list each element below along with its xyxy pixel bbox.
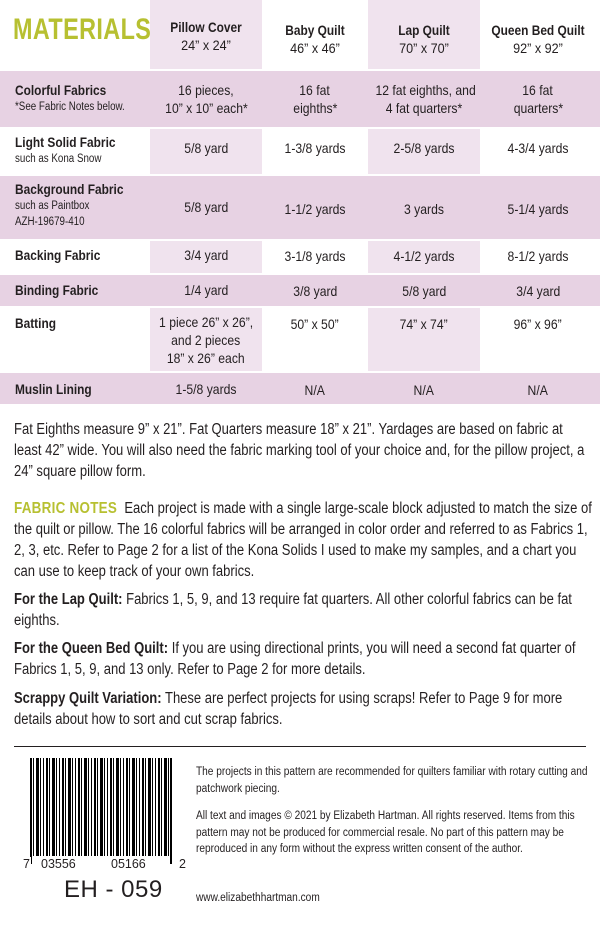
row-separator	[0, 127, 600, 129]
column-size: 70” x 70”	[399, 40, 449, 56]
cell-line: 8-1/2 yards	[507, 248, 569, 264]
row-label-batting	[15, 315, 63, 332]
cell-line: 1/4 yard	[183, 282, 229, 298]
cell-backing-baby	[262, 247, 368, 265]
queen-quilt-text: If you are using directional prints, you will need a second fat quarter of Fabrics 1, 5, 9, and 13 only. Refer to Page 2 for more details.	[14, 640, 576, 678]
column-header-pillow	[150, 18, 262, 54]
barcode-digit-lead: 7	[23, 857, 30, 871]
cell-binding-queen	[476, 282, 600, 300]
cell-muslin-lap	[368, 381, 480, 399]
cell-line: 16 pieces,	[178, 82, 234, 98]
row-label-colorful-fabrics	[15, 82, 144, 115]
cell-binding-lap	[368, 282, 480, 300]
row-separator	[0, 174, 600, 176]
cell-line: 5-1/4 yards	[507, 201, 569, 217]
row-separator	[0, 306, 600, 308]
cell-light-baby	[262, 139, 368, 157]
cell-line: 3/4 yard	[183, 247, 229, 263]
intro-paragraph	[14, 419, 592, 482]
row-sublabel: such as Paintbox	[15, 200, 90, 212]
cell-line: 3/4 yard	[515, 283, 561, 299]
scrappy-text: These are perfect projects for using scraps! Refer to Page 9 for more details about how to sort and cut scrap fabrics.	[14, 690, 563, 728]
row-separator	[0, 69, 600, 71]
row-label-light-solid	[15, 134, 133, 167]
column-header-lap	[368, 21, 480, 57]
column-size: 92” x 92”	[513, 40, 563, 56]
lap-quilt-paragraph	[14, 589, 592, 631]
barcode-digit-left: 03556	[41, 857, 76, 871]
cell-colorful-pillow	[150, 81, 262, 117]
cell-line: 12 fat eighths, and	[375, 82, 476, 98]
lap-quilt-body	[14, 589, 594, 631]
cell-line: 16 fat	[299, 82, 331, 98]
cell-backing-lap	[368, 247, 480, 265]
row-sublabel: such as Kona Snow	[15, 153, 102, 165]
cell-line: N/A	[304, 382, 326, 398]
cell-line: 16 fat	[522, 82, 554, 98]
cell-batting-lap	[368, 315, 480, 333]
cell-background-pillow	[150, 198, 262, 216]
cell-line: 5/8 yard	[183, 199, 229, 215]
recommendation-line: The projects in this pattern are recommended for quilters familiar with rotary cutting and patchwork piecing.	[196, 766, 588, 795]
cell-line: 5/8 yard	[401, 283, 447, 299]
cell-muslin-baby	[262, 381, 368, 399]
scrappy-body	[14, 688, 594, 730]
row-label: Light Solid Fabric	[15, 134, 116, 150]
column-size: 46” x 46”	[290, 40, 340, 56]
cell-muslin-queen	[476, 381, 600, 399]
cell-line: 50” x 50”	[290, 316, 340, 332]
website-link[interactable]	[196, 892, 337, 904]
scrappy-paragraph	[14, 688, 592, 730]
cell-line: 74” x 74”	[399, 316, 449, 332]
column-header-baby	[262, 21, 368, 57]
barcode-digit-right: 05166	[111, 857, 146, 871]
cell-binding-baby	[262, 282, 368, 300]
queen-quilt-paragraph	[14, 638, 592, 680]
cell-line: 1-5/8 yards	[175, 381, 237, 397]
cell-light-pillow	[150, 139, 262, 157]
row-label: Batting	[15, 315, 56, 331]
cell-line: 4 fat quarters*	[385, 100, 463, 116]
row-label: Binding Fabric	[15, 282, 99, 298]
cell-batting-queen	[476, 315, 600, 333]
cell-line: 3 yards	[404, 201, 444, 217]
barcode-bars	[30, 758, 172, 856]
product-code: EH - 059	[64, 876, 163, 903]
row-label-binding	[15, 282, 113, 299]
cell-backing-queen	[476, 247, 600, 265]
row-label: Backing Fabric	[15, 247, 101, 263]
cell-binding-pillow	[150, 281, 262, 299]
row-label-backing	[15, 247, 115, 264]
row-label: Background Fabric	[15, 181, 124, 197]
cell-colorful-baby	[262, 81, 368, 117]
cell-line: 1-1/2 yards	[284, 201, 346, 217]
column-name: Baby Quilt	[285, 22, 345, 38]
cell-line: and 2 pieces	[171, 332, 241, 348]
cell-line: 4-3/4 yards	[507, 140, 569, 156]
fabric-notes-body	[14, 498, 594, 582]
cell-line: quarters*	[513, 100, 563, 116]
row-label: Colorful Fabrics	[15, 82, 107, 98]
column-size: 24” x 24”	[181, 37, 231, 53]
row-sublabel-sku: AZH-19679-410	[15, 216, 85, 228]
recommendation-text	[196, 764, 596, 797]
cell-batting-baby	[262, 315, 368, 333]
row-separator	[0, 371, 600, 373]
queen-quilt-heading: For the Queen Bed Quilt:	[14, 640, 169, 657]
cell-line: 2-5/8 yards	[393, 140, 455, 156]
materials-table	[0, 0, 600, 404]
column-header-queen	[476, 21, 600, 57]
cell-colorful-queen	[476, 81, 600, 117]
column-name: Queen Bed Quilt	[491, 22, 585, 38]
lap-quilt-heading: For the Lap Quilt:	[14, 591, 123, 608]
barcode	[22, 758, 186, 871]
column-name: Lap Quilt	[398, 22, 450, 38]
intro-text: Fat Eighths measure 9” x 21”. Fat Quarters measure 18” x 21”. Yardages are based on fabric at least 42” wide. You will also need the fabric marking tool of your choice and, for the pillow project, a 24” square pillow form.	[14, 421, 585, 480]
cell-backing-pillow	[150, 246, 262, 264]
row-label-muslin	[15, 381, 105, 398]
materials-title: MATERIALS	[13, 13, 152, 46]
cell-line: N/A	[527, 382, 549, 398]
cell-light-lap	[368, 139, 480, 157]
fabric-notes-paragraph	[14, 498, 592, 582]
cell-line: 1 piece 26” x 26”,	[158, 314, 254, 330]
copyright-text	[196, 808, 596, 858]
copyright-line: All text and images © 2021 by Elizabeth Hartman. All rights reserved. Items from this pattern may not be produced for commercial resale. No part of this pattern may be reproduced in any form without the express written consent of the author.	[196, 810, 575, 855]
website-text: www.elizabethhartman.com	[196, 892, 320, 904]
cell-line: 10” x 10” each*	[164, 100, 248, 116]
cell-background-baby	[262, 200, 368, 218]
fabric-notes-heading: FABRIC NOTES	[14, 500, 118, 517]
cell-line: 4-1/2 yards	[393, 248, 455, 264]
fabric-notes-text: Each project is made with a single large-scale block adjusted to match the size of the quilt or pillow. The 16 colorful fabrics will be arranged in color order and referred to as Fabrics 1, 2, 3, etc. Refer to Page 2 for a list of the Kona Solids I used to make my samples, and a chart you can use to keep track of your own fabrics.	[14, 500, 592, 580]
cell-line: eighths*	[292, 100, 338, 116]
row-label-background	[15, 181, 143, 230]
barcode-digit-check: 2	[179, 857, 186, 871]
cell-line: N/A	[413, 382, 435, 398]
cell-background-lap	[368, 200, 480, 218]
cell-muslin-pillow	[150, 380, 262, 398]
cell-line: 96” x 96”	[513, 316, 563, 332]
row-sublabel: *See Fabric Notes below.	[15, 101, 125, 113]
queen-quilt-body	[14, 638, 594, 680]
cell-line: 1-3/8 yards	[284, 140, 346, 156]
scrappy-heading: Scrappy Quilt Variation:	[14, 690, 162, 707]
lap-quilt-text: Fabrics 1, 5, 9, and 13 require fat quarters. All other colorful fabrics can be fat eighths.	[14, 591, 572, 629]
footer-divider	[14, 746, 586, 747]
cell-line: 3-1/8 yards	[284, 248, 346, 264]
row-separator	[0, 239, 600, 241]
cell-line: 18” x 26” each	[167, 350, 245, 366]
row-separator	[0, 273, 600, 275]
cell-background-queen	[476, 200, 600, 218]
column-name: Pillow Cover	[170, 19, 242, 35]
row-label: Muslin Lining	[15, 381, 92, 397]
cell-colorful-lap	[368, 81, 480, 117]
cell-batting-pillow	[150, 313, 262, 367]
cell-line: 5/8 yard	[183, 140, 229, 156]
cell-light-queen	[476, 139, 600, 157]
cell-line: 3/8 yard	[292, 283, 338, 299]
